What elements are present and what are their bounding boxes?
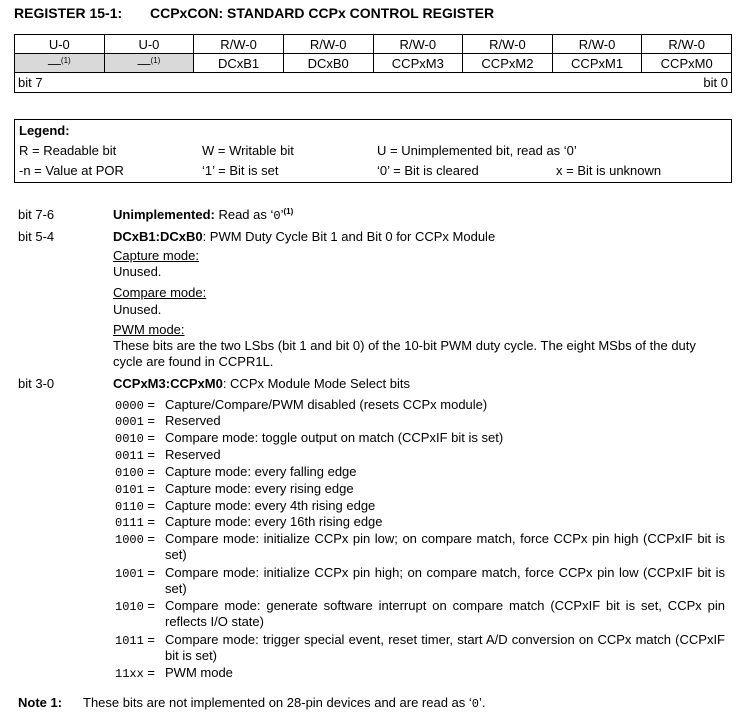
legend-bit-set: ‘1’ = Bit is set	[202, 163, 279, 178]
bit76-name: Unimplemented:	[113, 207, 215, 222]
bit76-text: Read as ‘	[214, 207, 274, 222]
mode-code-0001: 0001 =	[115, 413, 156, 429]
bit3-name: CCPxM3	[373, 54, 463, 73]
mode-code-1011: 1011 =	[115, 632, 156, 648]
mode-desc-1010: Compare mode: generate software interrupt on compare match (CCPxIF bit is set, CCPx pin reflects I/O state)	[165, 598, 725, 629]
legend-writable: W = Writable bit	[202, 143, 294, 158]
mode-desc-0111: Capture mode: every 16th rising edge	[165, 514, 383, 529]
bit5-name: DCxB1	[194, 54, 284, 73]
footnote	[18, 695, 485, 711]
bit7-name-text: —	[47, 55, 61, 71]
mode-desc-0010: Compare mode: toggle output on match (CCPxIF bit is set)	[165, 430, 504, 445]
bit54-text: : PWM Duty Cycle Bit 1 and Bit 0 for CCPx Module	[202, 229, 496, 244]
access-bit6: U-0	[104, 35, 194, 54]
mode-desc-0101: Capture mode: every rising edge	[165, 481, 354, 496]
access-bit0: R/W-0	[642, 35, 732, 54]
bit-order-row	[15, 73, 732, 93]
legend-readable: R = Readable bit	[19, 143, 117, 158]
bit1-name: CCPxM1	[552, 54, 642, 73]
register-bit-table	[14, 34, 732, 93]
mode-desc-1000: Compare mode: initialize CCPx pin low; on compare match, force CCPx pin high (CCPxIF bit is set)	[165, 531, 725, 562]
capture-mode-text: Unused.	[113, 264, 162, 279]
mode-code-11xx: 11xx =	[115, 665, 156, 681]
access-bit7: U-0	[15, 35, 105, 54]
mode-code-0101: 0101 =	[115, 481, 156, 497]
legend-title: Legend:	[19, 123, 70, 138]
bit30-text: : CCPx Module Mode Select bits	[222, 376, 410, 391]
msb-label: bit 7	[18, 75, 43, 90]
bit6-footnote: (1)	[150, 55, 161, 65]
bit76-footnote: (1)	[283, 207, 294, 216]
legend-por: -n = Value at POR	[19, 163, 124, 178]
legend-bit-cleared: ‘0’ = Bit is cleared	[377, 163, 479, 178]
register-name: CCPxCON: STANDARD CCPx CONTROL REGISTER	[150, 5, 495, 21]
mode-desc-0001: Reserved	[165, 413, 221, 428]
mode-code-0110: 0110 =	[115, 498, 156, 514]
footnote-text: These bits are not implemented on 28-pin devices and are read as ‘	[83, 695, 472, 710]
mode-desc-11xx: PWM mode	[165, 665, 233, 680]
mode-desc-0000: Capture/Compare/PWM disabled (resets CCPx module)	[165, 397, 488, 412]
mode-desc-0011: Reserved	[165, 447, 221, 462]
footnote-end: ’.	[478, 695, 486, 710]
bit76-label: bit 7-6	[18, 207, 55, 222]
mode-desc-0110: Capture mode: every 4th rising edge	[165, 498, 376, 513]
bit0-name: CCPxM0	[642, 54, 732, 73]
footnote-zero: 0	[471, 697, 479, 711]
mode-code-0010: 0010 =	[115, 430, 156, 446]
mode-code-1000: 1000 =	[115, 531, 156, 547]
access-bit3: R/W-0	[373, 35, 463, 54]
mode-desc-1001: Compare mode: initialize CCPx pin high; on compare match, force CCPx pin low (CCPxIF bit is set)	[165, 565, 725, 596]
pwm-mode-text: These bits are the two LSbs (bit 1 and bit 0) of the 10-bit PWM duty cycle. The eight MSbs of the duty cycle are found in CCPR1L.	[113, 338, 696, 369]
bit-name-row	[15, 54, 732, 73]
bit-order-cell	[15, 73, 732, 93]
bit6-name-text: —	[137, 55, 151, 71]
access-bit2: R/W-0	[463, 35, 553, 54]
bit30-description	[113, 376, 726, 391]
lsb-label: bit 0	[703, 75, 728, 90]
register-title	[14, 5, 494, 21]
mode-code-0100: 0100 =	[115, 464, 156, 480]
pwm-mode-heading: PWM mode:	[113, 322, 185, 337]
mode-desc-1011: Compare mode: trigger special event, reset timer, start A/D conversion on CCPx match (CCPxIF bit is set)	[165, 632, 725, 663]
bit76-text-end: ’	[280, 207, 284, 222]
footnote-label: Note 1:	[18, 695, 63, 710]
bit76-description	[113, 207, 726, 223]
bit76-zero: 0	[273, 209, 281, 223]
access-bit4: R/W-0	[283, 35, 373, 54]
compare-mode-heading: Compare mode:	[113, 285, 207, 300]
bit7-name	[15, 54, 105, 73]
register-number: REGISTER 15-1:	[14, 5, 123, 21]
bit54-name: DCxB1:DCxB0	[113, 229, 203, 244]
bit54-label: bit 5-4	[18, 229, 55, 244]
mode-code-0011: 0011 =	[115, 447, 156, 463]
bit6-name	[104, 54, 194, 73]
access-bit1: R/W-0	[552, 35, 642, 54]
legend-bit-unknown: x = Bit is unknown	[556, 163, 662, 178]
mode-code-0000: 0000 =	[115, 397, 156, 413]
mode-code-1010: 1010 =	[115, 598, 156, 614]
legend-unimplemented: U = Unimplemented bit, read as ‘0’	[377, 143, 577, 158]
capture-mode-heading: Capture mode:	[113, 248, 199, 263]
bit30-label: bit 3-0	[18, 376, 55, 391]
access-bit5: R/W-0	[194, 35, 284, 54]
bit2-name: CCPxM2	[463, 54, 553, 73]
mode-code-1001: 1001 =	[115, 565, 156, 581]
access-row	[15, 35, 732, 54]
mode-code-0111: 0111 =	[115, 514, 156, 530]
mode-desc-0100: Capture mode: every falling edge	[165, 464, 357, 479]
compare-mode-text: Unused.	[113, 302, 162, 317]
bit4-name: DCxB0	[283, 54, 373, 73]
bit54-description	[113, 229, 726, 244]
bit7-footnote: (1)	[60, 55, 71, 65]
bit30-name: CCPxM3:CCPxM0	[113, 376, 223, 391]
legend-box	[14, 119, 732, 183]
